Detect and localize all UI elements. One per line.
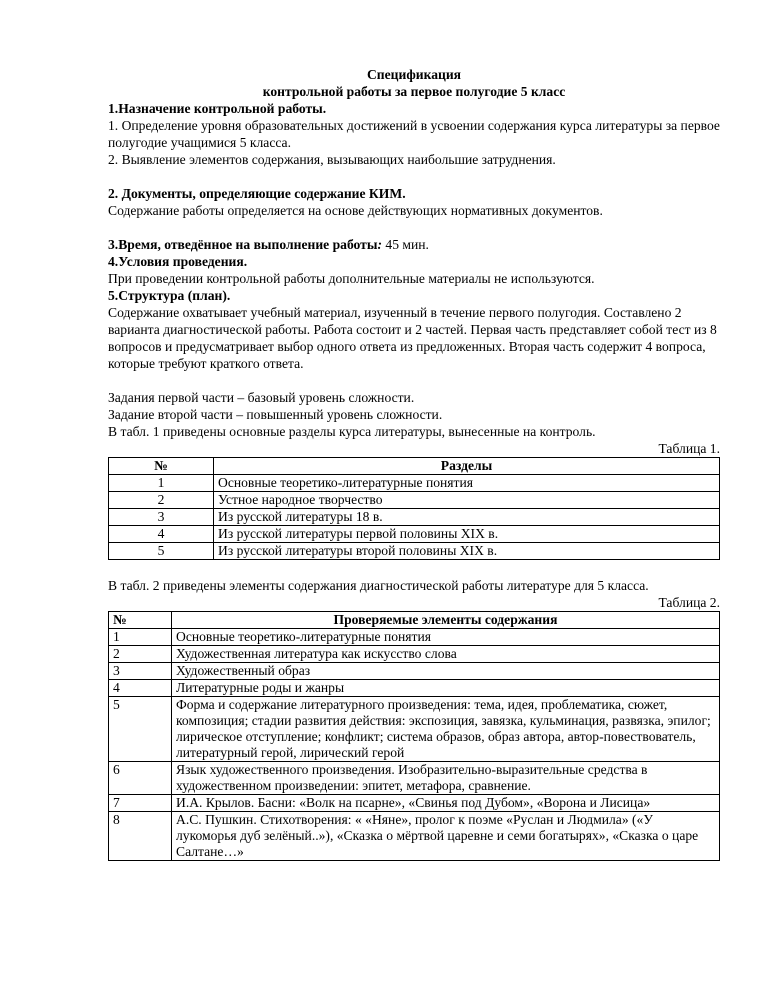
table-1-header-sections: Разделы	[214, 458, 720, 475]
section-2-heading: 2. Документы, определяющие содержание КИМ.	[108, 186, 406, 201]
part-2-level: Задание второй части – повышенный уровень сложности.	[108, 407, 443, 422]
table-cell-text: Язык художественного произведения. Изобразительно-выразительные средства в художественном произведении: эпитет, метафора, сравнение.	[172, 762, 720, 795]
table-2-header-row	[109, 612, 720, 629]
section-1-para-2: 2. Выявление элементов содержания, вызывающих наибольшие затруднения.	[108, 152, 556, 167]
table-cell-text: Основные теоретико-литературные понятия	[214, 475, 720, 492]
table-cell-text: Литературные роды и жанры	[172, 680, 720, 697]
table-2-caption: Таблица 2.	[658, 595, 720, 610]
table-cell-text: А.С. Пушкин. Стихотворения: « «Няне», пролог к поэме «Руслан и Людмила» («У лукоморья дуб зелёный..»), «Сказка о мёртвой царевне и семи богатырях», «Сказка о царе Салтане…»	[172, 812, 720, 861]
table-row	[109, 526, 720, 543]
table-cell-text: Из русской литературы первой половины XIX в.	[214, 526, 720, 543]
table-row	[109, 762, 720, 795]
section-3-heading: 3.Время, отведённое на выполнение работы	[108, 237, 378, 252]
table-row	[109, 492, 720, 509]
section-3-value: 45 мин.	[382, 237, 429, 252]
table-row	[109, 795, 720, 812]
table-1-header-num: №	[109, 458, 214, 475]
document-page	[108, 66, 720, 861]
section-3-colon: :	[377, 237, 382, 252]
table-cell-text: Форма и содержание литературного произведения: тема, идея, проблематика, сюжет, композиция; стадии развития действия: экспозиция, завязка, кульминация, развязка, эпилог; лирическое отступление; конфликт; система образов, образ автора, автор-повествователь, литературный герой, лирический герой	[172, 697, 720, 762]
section-1-para-1: 1. Определение уровня образовательных достижений в усвоении содержания курса литературы за первое полугодие учащимися 5 класса.	[108, 118, 720, 150]
table-cell-num: 6	[109, 762, 172, 795]
part-1-level: Задания первой части – базовый уровень сложности.	[108, 390, 415, 405]
table-cell-text: Основные теоретико-литературные понятия	[172, 629, 720, 646]
table-cell-num: 8	[109, 812, 172, 861]
section-5-para-1: Содержание охватывает учебный материал, изученный в течение первого полугодия. Составлено 2 варианта диагностической работы. Работа состоит и 2 частей. Первая часть представляет собой тест из 8 вопросов и предусматривает выбор одного ответа из предложенных. Вторая часть содержит 4 вопроса, которые требуют краткого ответа.	[108, 305, 717, 371]
table-cell-text: Из русской литературы 18 в.	[214, 509, 720, 526]
table-row	[109, 475, 720, 492]
table-cell-num: 4	[109, 526, 214, 543]
section-5-heading: 5.Структура (план).	[108, 288, 231, 303]
doc-title: Спецификация	[366, 67, 462, 82]
table-2	[108, 611, 720, 861]
table-cell-num: 1	[109, 475, 214, 492]
section-2-para-1: Содержание работы определяется на основе действующих нормативных документов.	[108, 203, 603, 218]
table-2-header-elements: Проверяемые элементы содержания	[172, 612, 720, 629]
table-2-intro: В табл. 2 приведены элементы содержания диагностической работы литературе для 5 класса.	[108, 578, 649, 593]
section-3-line	[108, 236, 720, 253]
table-cell-num: 5	[109, 543, 214, 560]
table-cell-text: Устное народное творчество	[214, 492, 720, 509]
table-cell-num: 5	[109, 697, 172, 762]
table-row	[109, 812, 720, 861]
table-cell-num: 2	[109, 646, 172, 663]
table-row	[109, 646, 720, 663]
table-cell-num: 3	[109, 509, 214, 526]
table-row	[109, 663, 720, 680]
section-4-heading: 4.Условия проведения.	[108, 254, 248, 269]
table-cell-num: 4	[109, 680, 172, 697]
table-cell-text: И.А. Крылов. Басни: «Волк на псарне», «Свинья под Дубом», «Ворона и Лисица»	[172, 795, 720, 812]
table-cell-text: Художественный образ	[172, 663, 720, 680]
table-row	[109, 629, 720, 646]
table-cell-num: 1	[109, 629, 172, 646]
table-cell-num: 3	[109, 663, 172, 680]
table-2-header-num: №	[109, 612, 172, 629]
table-row	[109, 509, 720, 526]
table-cell-text: Художественная литература как искусство слова	[172, 646, 720, 663]
table-1-caption: Таблица 1.	[658, 441, 720, 456]
section-1-heading: 1.Назначение контрольной работы.	[108, 101, 327, 116]
table-row	[109, 543, 720, 560]
table-1-intro: В табл. 1 приведены основные разделы курса литературы, вынесенные на контроль.	[108, 424, 596, 439]
table-1	[108, 457, 720, 560]
section-4-para-1: При проведении контрольной работы дополнительные материалы не используются.	[108, 271, 595, 286]
table-row	[109, 697, 720, 762]
table-cell-num: 2	[109, 492, 214, 509]
table-row	[109, 680, 720, 697]
table-cell-text: Из русской литературы второй половины XIX в.	[214, 543, 720, 560]
table-1-header-row	[109, 458, 720, 475]
table-cell-num: 7	[109, 795, 172, 812]
doc-subtitle: контрольной работы за первое полугодие 5 класс	[262, 84, 566, 99]
